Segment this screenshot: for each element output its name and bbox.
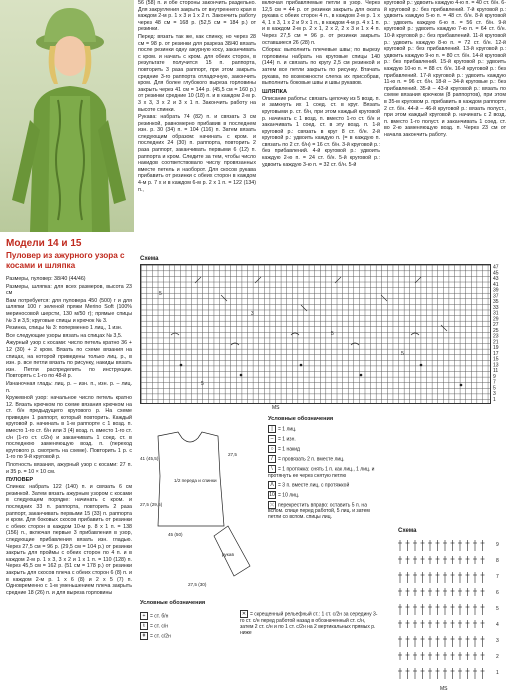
chart-num: 5	[201, 381, 204, 387]
legend-knitting	[268, 416, 380, 594]
purl-icon: –	[268, 435, 276, 443]
reverse-stockinette: Изнаночная гладь: лиц. р. – изн. п., изн. р. – лиц. п.	[6, 380, 132, 394]
hat-row-num: 1	[496, 670, 499, 676]
sizes-pullover: Размеры, пуловер: 38/40 (44/46)	[6, 276, 86, 282]
chart-symbols	[141, 265, 490, 403]
legend-item: / = провязать 2 п. вместе лиц.	[268, 455, 380, 463]
hat-instructions-continued: круговой р.: удвоить каждую 4-ю п. = 40 ст. б/н. 6-й круговой р.: без прибавлений. 7-й круговой р.: удвоить каждую 5-ю п. = 48 ст. б/н. 8-й круговой р.: удвоить каждую 6-ю п. = 56 ст. б/н. 9-й круговой р.: удвоить каждую 7-ю п. = 64 ст. б/н. 10-й круговой р.: без прибавлений. 11-й круговой р.: удвоить каждую 8-ю п. = 72 ст. б/н. 12-й круговой р.: без прибавлений. 13-й круговой р.: удвоить каждую 9-ю п. = 80 ст. б/н. 14-й круговой р.: без прибавлений. 15-й круговой р.: удвоить каждую 10-ю п. = 88 ст. б/н. 16-й круговой р.: без прибавлений. 17-й круговой р.: удвоить каждую 11-ю п. = 96 ст. б/н. 18-й – 34-й круговые р.: без прибавлений. 35-й – 43-й круговой р.: вязать по схеме вязания крючком (8 раппортов), при этом в 35-м круговом р. прибавить в каждом раппорте 2 ст. б/н. 44-й – 46-й круговой р.: вязать полуст., при этом каждый круговой р. начинать с 2 возд. п. вместо 1-го полуст. и заканчивать 1 соед. ст. во 2-ю заменяющую возд. п. Через 23 см от начала закончить работу.	[384, 0, 506, 138]
assembly: Сборка: выполнить плечевые швы; по вырезу горловины набрать на круговые спицы 140 (144) п. и связать по кругу 2,5 см резинкой и затем все петли закрыть по рисунку. Втачать рукава, по возможности слегка их присобрав, выполнить боковые швы и швы рукавов.	[262, 47, 380, 87]
schematic-drawing	[138, 416, 256, 594]
chart-row-number: 1	[493, 396, 496, 403]
chart-row-number: 31	[493, 310, 499, 317]
chart-row-number: 43	[493, 276, 499, 283]
title-subtitle: Пуловер из ажурного узора с косами и шляпка	[6, 251, 125, 270]
garment-schematic	[138, 416, 256, 594]
hat-row-num: 7	[496, 574, 499, 580]
gauge: Плотность вязания, ажурный узор с косами: 27 п. и 35 р. = 10 × 10 см.	[6, 462, 132, 475]
chart-num: 5	[401, 351, 404, 357]
chart-row-number: 45	[493, 270, 499, 277]
chart-ms-label: MS	[272, 405, 280, 411]
rib-stitch: Резинка, спицы № 3: поперменно 1 лиц., 1 изн.	[6, 325, 123, 332]
legend-item: – = 1 изн.	[268, 435, 380, 443]
legend-item: ⤬ перекрестить вправо: оставить 5 п. на вспом. спице перед работой, 5 лиц. и затем петли со вспом. спицы лиц.	[268, 502, 370, 520]
hat-row-num: 9	[496, 542, 499, 548]
hat-chart-drawing	[396, 536, 508, 694]
chart-row-number: 9	[493, 373, 496, 380]
hat-heading: ШЛЯПКА	[262, 88, 288, 95]
column-3	[262, 0, 380, 169]
column-1	[6, 276, 132, 597]
sleeves-continued: включая прибавляемые петли в узор. Через 12,5 см = 44 р. от резинки закрыть для оката рукава с обеих сторон 4 п., в каждом 2-м р. 1 х 4, 1 х 3, 1 х 2 и 9 х 1 п., в каждом 4-м р. 4 х 1 п. и в каждом 2-м р. 2 х 1, 2 х 2, 2 х 3 и 1 х 4 п. Через 27,5 см = 96 р. от резинки закрыть оставшиеся 26 (28) п.	[262, 0, 380, 46]
hat-row-num: 5	[496, 606, 499, 612]
hat-row-num: 2	[496, 654, 499, 660]
chart-num: 5	[331, 331, 334, 337]
cross-relief-icon: ✕	[241, 611, 247, 617]
legend-knitting-title: Условные обозначения	[268, 416, 334, 422]
legend-crochet-basic	[140, 610, 232, 642]
legend-item: \ = 1 протяжка: снять 1 п. как лиц., 1 лиц. и протянуть ее через снятую петлю	[268, 466, 375, 479]
yarn-over-icon: ○	[268, 445, 276, 453]
chart-row-number: 11	[493, 368, 499, 375]
article-title	[6, 238, 132, 270]
chart-row-number: 47	[493, 264, 499, 271]
hat-ms-label: MS	[440, 686, 448, 692]
legend-item: | = 1 лиц.	[268, 425, 380, 433]
chart-num: 3	[251, 311, 254, 317]
cable-right-icon: ⤬	[269, 502, 274, 508]
lace-cable-pattern: Ажурный узор с косами: число петель кратно 36 + 12 (30) + 2 кром. Вязать по схеме вязания на спицах, на которой приведены только лиц. р., в изн. р. все петли вязать по рисунку, накиды вязать изн. Петли распределить по инструкции. Повторять с 1-го по 48-й р.	[6, 340, 132, 380]
sizes-hat: Размеры, шляпка: для всех размеров, высота 23 см	[6, 283, 132, 297]
dim-label: 27,5	[228, 452, 237, 457]
title-heading: Модели 14 и 15	[6, 238, 82, 249]
legend-item: ŧ = ст. с/н	[140, 622, 232, 630]
chart-row-number: 15	[493, 356, 499, 363]
column-2	[138, 0, 256, 194]
chart-row-number: 37	[493, 293, 499, 300]
chart-num: 5	[159, 291, 162, 297]
legend-crochet-title: Условные обозначения	[140, 600, 206, 606]
column-4	[384, 0, 506, 139]
dim-label: 27,5 (30)	[188, 582, 207, 587]
legend-item: 10 = 10 лиц.	[269, 492, 300, 499]
legend-item: ✕ = скрещенный рельефный ст.: 1 ст. с/2н за середину 3-го ст. с/н перед работой назад в обозначенный ст. с/н, затем 2 ст. с/н и по 1 ст. с/2н на 2 вертикальных прямых р. ниже	[240, 611, 378, 636]
dim-label: 41 (45,5)	[140, 456, 159, 461]
pullover-heading: ПУЛОВЕР	[6, 477, 34, 484]
k2tog-icon: /	[268, 455, 276, 463]
sc-icon: +	[140, 612, 148, 620]
hat-row-num: 4	[496, 622, 499, 628]
legend-item: Λ = 3 п. вместе лиц. с протяжкой	[268, 481, 380, 489]
chart-row-number: 13	[493, 362, 499, 369]
legend-item: ○ = 1 накид	[268, 445, 380, 453]
hat-instructions: Описание работы: связать цепочку из 5 возд. п. и замкнуть их 1 соед. ст. в круг. Вязать круговыми р. ст. б/н, при этом каждый круговой р. начинать с 1 возд. п. вместо 1-го ст. б/н и заканчивать 1 соед. ст. в эту возд. п. 1-й круговой р.: связать в круг 8 ст. б/н. 2-й круговой р.: удвоить каждую п. (= в каждую п. связать по 2 ст. б/н) = 16 ст. б/н. 3-й круговой р.: без прибавлений. 4-й круговой р.: удвоить каждую 2-ю п. = 24 ст. б/н. 5-й круговой р.: удвоить каждую 3-ю п. = 32 ст. б/н. 5-й	[262, 95, 380, 168]
chart-row-number: 39	[493, 287, 499, 294]
chart-row-number: 3	[493, 391, 496, 398]
legend-crochet	[140, 600, 380, 696]
dim-label: 27,5 (29,5)	[140, 502, 163, 507]
chart-row-number: 5	[493, 385, 496, 392]
row-number-column	[491, 264, 511, 404]
hat-chart-title: Схема	[398, 528, 417, 534]
chart-row-number: 27	[493, 322, 499, 329]
chart-title: Схема	[140, 256, 159, 262]
dc-icon: ŧ	[140, 622, 148, 630]
dim-label: рукав	[222, 552, 234, 557]
hat-row-num: 6	[496, 590, 499, 596]
chart-row-number: 35	[493, 299, 499, 306]
front-instructions: Перед: вязать так же, как спинку, но через 28 см = 98 р. от резинки для разреза 38/40 вязать после резинки одну ажурную косу, заканчивать с кром. и начать с кром. для обеих сторон, в результате получится 15 п. раппорта, повторить 3 раза раппорт, при этом закрыть средние 3-го раппорта отладочную, закончить кром. Для более глубокого выреза горловины закрыть через 41 см = 144 р. (45,5 см = 160 р.) от резинки средние 10 (18) п. и в каждом 2-м р. 3 х 3, 3 х 2 и 3 х 1 п. Закончить работу на высоте спинки.	[138, 33, 256, 113]
legend-item: ǂ = ст. с/2н	[140, 632, 232, 640]
materials: Вам потребуется: для пуловера 450 (500) г и для шляпки 100 г зеленой пряжи Merino Soft (100% мериносовой шерсти, 130 м/50 г); прямые спицы № 3 и 3,5; круговые спицы и крючок № 3.	[6, 297, 132, 324]
chart-row-number: 25	[493, 327, 499, 334]
chart-row-number: 23	[493, 333, 499, 340]
model-figure-image	[0, 0, 134, 232]
chart-row-number: 41	[493, 281, 499, 288]
dim-label: 1/2 переда и спинки	[174, 478, 217, 483]
dim-label: 45 (50)	[168, 532, 183, 537]
tr-icon: ǂ	[140, 632, 148, 640]
hat-row-num: 8	[496, 558, 499, 564]
ten-knit-icon: 10	[269, 492, 275, 498]
back-continued: 56 (58) п. и обе стороны закончить раздельно. Для закругления закрыть от внутреннего края в каждом 2-м р. 1 х 3 и 1 х 2 п. Закончить работу через 48 см = 168 р. (52,5 см = 184 р.) от резинки.	[138, 0, 256, 33]
chart-row-number: 7	[493, 379, 496, 386]
model-photo	[0, 0, 134, 232]
k3tog-icon: Λ	[268, 481, 276, 489]
knitting-chart	[140, 264, 491, 404]
chart-row-numbers	[491, 264, 511, 404]
hat-row-num: 3	[496, 638, 499, 644]
crochet-lace-pattern: Кружевной узор: начальное число петель кратно 12. Вязать крючком по схеме вязания крючком на ст. б/н предыдущего кругового р. На схеме приведен 1 раппорт, который повторить. Каждый круговой р. начинать в 1-м раппорте с 1 возд. п. вместо 1-го ст. б/н или 3 (4) возд. п. вместо 1-го ст. с/н (1-го ст. с/2н) и заканчивать 1 соед. ст. в последнюю заменяющую возд. п. (переход кругового р. смотреть на схеме). Повторить 1 р. с 1-го по 9-й круговой р.	[6, 395, 132, 461]
chart-row-number: 21	[493, 339, 499, 346]
chart-row-number: 33	[493, 304, 499, 311]
chart-row-number: 17	[493, 350, 499, 357]
hat-crochet-chart	[396, 536, 508, 694]
needles-note: Все следующие узоры вязать на спицах № 3,5.	[6, 332, 123, 339]
legend-item: + = ст. б/н	[140, 612, 232, 620]
chart-row-number: 29	[493, 316, 499, 323]
back-instructions: Спинка: набрать 122 (140) п. и связать 6 см резинкой. Затем вязать ажурным узором с косами в следующем порядке: начинать с кром. и последних 33 п. раппорта, повторить 2 раза раппорт, заканчивать первыми 15 (33) п. раппорта и кром. Для боковых скосов прибавить от резинки с обеих сторон в каждом 10-м р. 8 х 1 п. = 138 (156) п., включая первые 3 прибавления в узор, следующие прибавления вязать изн. гладью. Через 27,5 см = 96 р. (29,5 см = 104 р.) от резинки закрыть для проймы с обеих сторон по 4 п. и в каждом 2-м р. 1 х 3, 3 х 2 и 1 х 1 п. = 110 (128) п. Через 45,5 см = 162 р. (51 см = 178 р.) от резинки закрыть для скосов плеча с обеих сторон 6 (8) п. и в каждом 2-м р. 1 х 6 (8) и 2 х 5 (7) п. Одновременно с 1-м уменьшением плеча закрыть средние 18 (26) п. и для выреза горловины	[6, 484, 132, 596]
sleeves-instructions: Рукава: набрать 74 (82) п. и связать 3 см резинкой, равномерно прибавив в последнем изн. р. 30 (34) п. = 104 (116) п. Затем вязать следующим образом: начинать с кром. и последних 24 (30) п. раппорта, повторить 2 раза раппорт, заканчивать первыми 6 (12) п. раппорта и кром. Следите за тем, чтобы число накидов соответствовало числу провязанных вместе петель и наоборот. Для скосов рукава прибавить от резинки с обеих сторон в каждом 4-м р. 7 х и в каждом 6-м р. 2 х 1 п. = 122 (134) п.,	[138, 114, 256, 193]
chart-row-number: 19	[493, 345, 499, 352]
ssk-icon: \	[268, 465, 276, 473]
knit-icon: |	[268, 425, 276, 433]
